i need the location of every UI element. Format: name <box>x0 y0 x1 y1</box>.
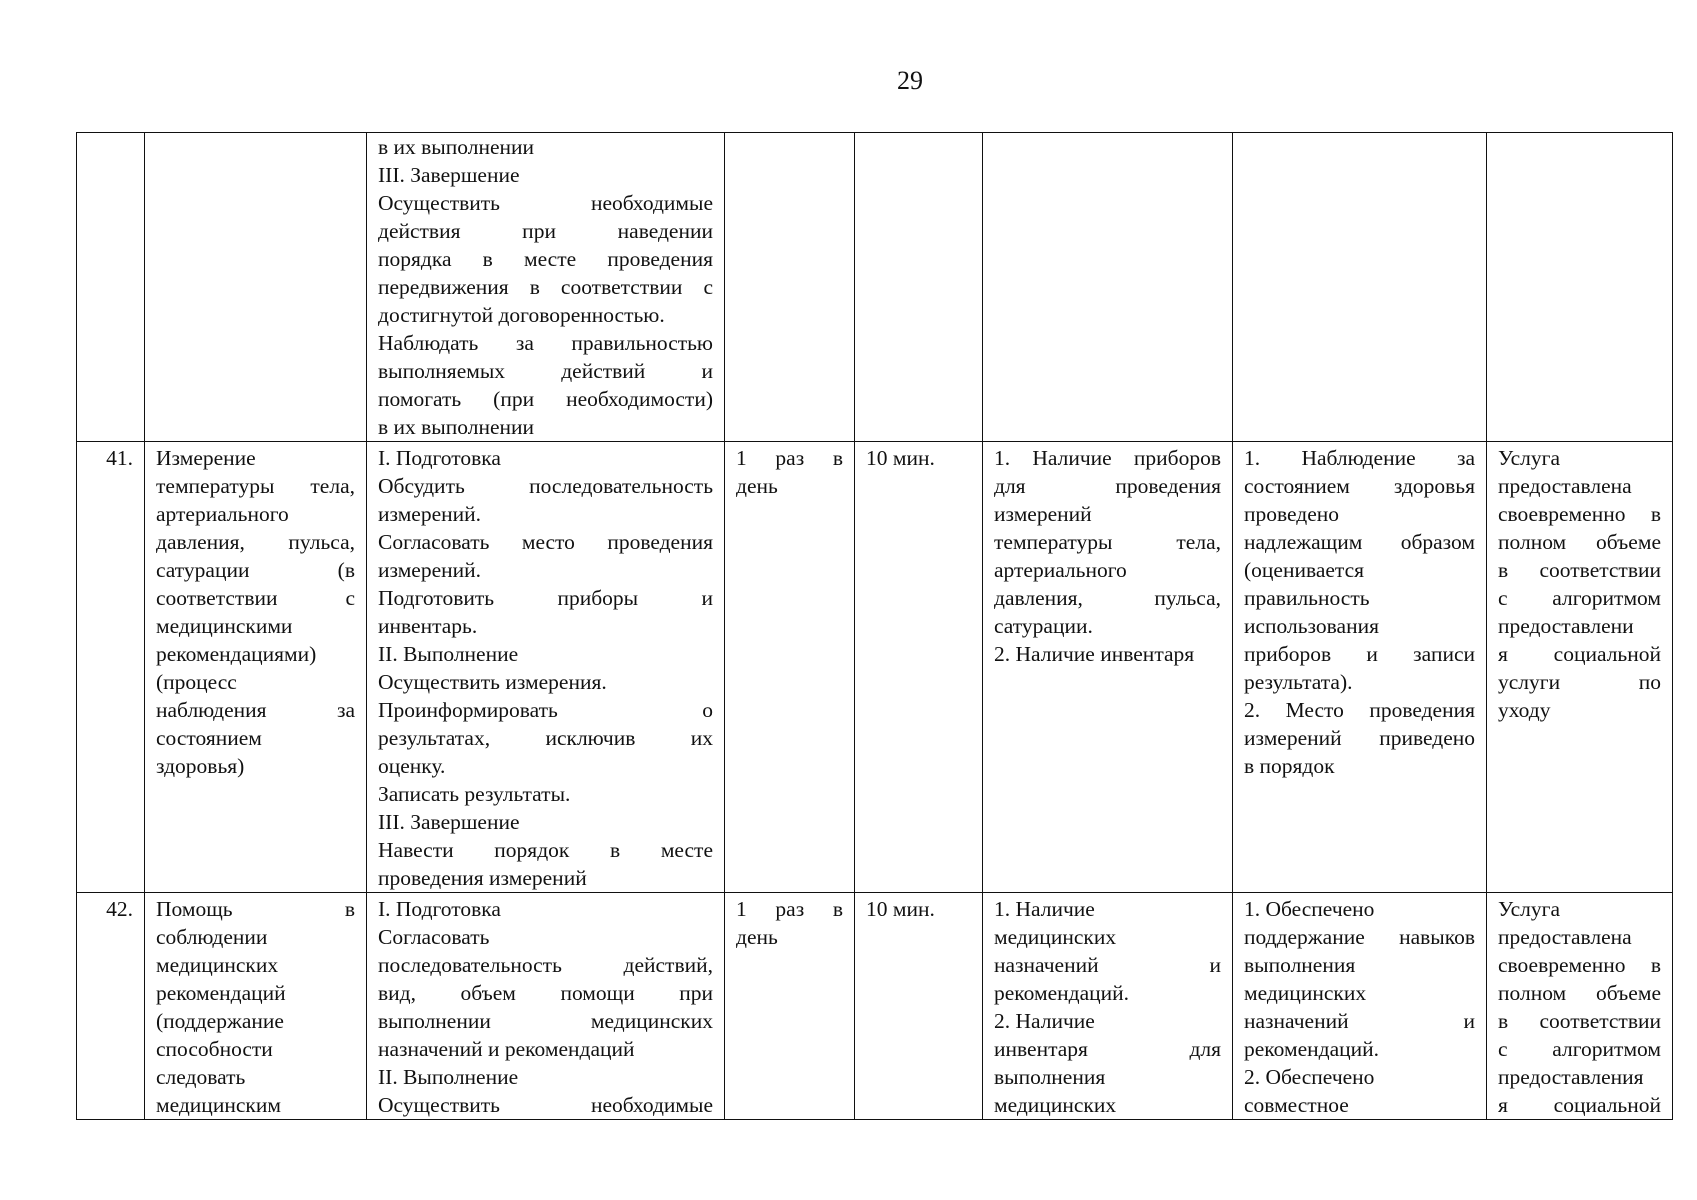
cell-text-line: Подготовить приборы и <box>378 586 713 610</box>
cell-text-line: инвентаря для <box>994 1037 1221 1061</box>
cell-text-line: 1 раз в <box>736 897 843 921</box>
cell-text-line: проведено <box>1244 502 1340 526</box>
frequency-cell <box>725 442 855 893</box>
result-cell <box>1487 133 1673 442</box>
cell-text-line: в соответствии <box>1498 558 1661 582</box>
quality-indicators-cell <box>1233 133 1487 442</box>
cell-text-line: медицинских <box>994 1093 1117 1117</box>
procedure-cell <box>367 893 725 1120</box>
frequency-cell <box>725 133 855 442</box>
cell-text-line: следовать <box>156 1065 246 1089</box>
cell-text-line: использования <box>1244 614 1379 638</box>
cell-text-line: полном объеме <box>1498 530 1661 554</box>
cell-text-line: Осуществить измерения. <box>378 670 607 694</box>
cell-text-line: измерений <box>994 502 1092 526</box>
cell-text-line: Согласовать место проведения <box>378 530 713 554</box>
cell-text-line: способности <box>156 1037 273 1061</box>
cell-text-line: (поддержание <box>156 1009 284 1033</box>
cell-text-line: Осуществить необходимые <box>378 191 713 215</box>
table-row <box>77 893 1673 1120</box>
cell-text-line: выполнения <box>1244 953 1356 977</box>
cell-text-line: Услуга <box>1498 897 1561 921</box>
cell-text-line: с алгоритмом <box>1498 586 1661 610</box>
conditions-cell <box>983 442 1233 893</box>
cell-text-line: наблюдения за <box>156 698 355 722</box>
frequency-cell <box>725 893 855 1120</box>
procedure-cell <box>367 133 725 442</box>
cell-text-line: рекомендаций. <box>1244 1037 1380 1061</box>
cell-text-line: медицинских <box>994 925 1117 949</box>
row-number-cell <box>77 133 145 442</box>
cell-text-line: 1. Обеспечено <box>1244 897 1375 921</box>
cell-text-line: I. Подготовка <box>378 446 501 470</box>
cell-text-line: предоставления <box>1498 1065 1644 1089</box>
cell-text-line: Наблюдать за правильностью <box>378 331 713 355</box>
cell-text-line: день <box>736 925 778 949</box>
service-name-cell <box>145 442 367 893</box>
cell-text-line: Согласовать <box>378 925 490 949</box>
cell-text-line: 2. Обеспечено <box>1244 1065 1375 1089</box>
cell-text-line: достигнутой договоренностью. <box>378 303 665 327</box>
cell-text-line: 1. Наблюдение за <box>1244 446 1475 470</box>
cell-text-line: 2. Наличие инвентаря <box>994 642 1195 666</box>
cell-text-line: II. Выполнение <box>378 1065 519 1089</box>
cell-text-line: помогать (при необходимости) <box>378 387 713 411</box>
conditions-cell <box>983 893 1233 1120</box>
cell-text-line: сатурации (в <box>156 558 355 582</box>
cell-text-line: назначений и <box>994 953 1221 977</box>
cell-text-line: рекомендациями) <box>156 642 317 666</box>
cell-text-line: Услуга <box>1498 446 1561 470</box>
table-row <box>77 133 1673 442</box>
duration-cell <box>855 133 983 442</box>
cell-text-line: II. Выполнение <box>378 642 519 666</box>
cell-text-line: (оценивается <box>1244 558 1365 582</box>
table-row <box>77 442 1673 893</box>
cell-text-line: порядка в месте проведения <box>378 247 713 271</box>
cell-text-line: передвижения в соответствии с <box>378 275 713 299</box>
cell-text-line: назначений и <box>1244 1009 1475 1033</box>
cell-text-line: уходу <box>1498 698 1551 722</box>
result-cell <box>1487 442 1673 893</box>
page-number: 29 <box>897 66 923 95</box>
cell-text-line: вид, объем помощи при <box>378 981 713 1005</box>
cell-text-line: в их выполнении <box>378 135 535 159</box>
cell-text-line: 2. Место проведения <box>1244 698 1475 722</box>
cell-text-line: оценку. <box>378 754 446 778</box>
cell-text-line: приборов и записи <box>1244 642 1475 666</box>
conditions-cell <box>983 133 1233 442</box>
duration-cell: 10 мин. <box>855 893 983 1120</box>
cell-text-line: Обсудить последовательность <box>378 474 713 498</box>
cell-text-line: давления, пульса, <box>994 586 1221 610</box>
cell-text-line: предоставлена <box>1498 474 1632 498</box>
cell-text-line: выполнении медицинских <box>378 1009 713 1033</box>
cell-text-line: правильность <box>1244 586 1370 610</box>
cell-text-line: температуры тела, <box>156 474 355 498</box>
cell-text-line: температуры тела, <box>994 530 1221 554</box>
service-name-cell <box>145 893 367 1120</box>
cell-text-line: для проведения <box>994 474 1221 498</box>
cell-text-line: измерений приведено <box>1244 726 1475 750</box>
cell-text-line: назначений и рекомендаций <box>378 1037 635 1061</box>
cell-text-line: медицинских <box>156 953 279 977</box>
cell-text-line: действия при наведении <box>378 219 713 243</box>
procedure-cell <box>367 442 725 893</box>
cell-text-line: состоянием здоровья <box>1244 474 1475 498</box>
cell-text-line: сатурации. <box>994 614 1093 638</box>
cell-text-line: рекомендаций <box>156 981 286 1005</box>
cell-text-line: выполняемых действий и <box>378 359 713 383</box>
services-table <box>76 132 1673 1120</box>
cell-text-line: медицинскими <box>156 614 293 638</box>
cell-text-line: измерений. <box>378 558 482 582</box>
cell-text-line: своевременно в <box>1498 502 1661 526</box>
service-name-cell <box>145 133 367 442</box>
cell-text-line: Измерение <box>156 446 256 470</box>
cell-text-line: результата). <box>1244 670 1353 694</box>
cell-text-line: 1. Наличие <box>994 897 1095 921</box>
cell-text-line: III. Завершение <box>378 810 520 834</box>
cell-text-line: полном объеме <box>1498 981 1661 1005</box>
cell-text-line: III. Завершение <box>378 163 520 187</box>
quality-indicators-cell <box>1233 442 1487 893</box>
cell-text-line: 2. Наличие <box>994 1009 1095 1033</box>
cell-text-line: выполнения <box>994 1065 1106 1089</box>
cell-text-line: в порядок <box>1244 754 1335 778</box>
result-cell <box>1487 893 1673 1120</box>
cell-text-line: поддержание навыков <box>1244 925 1475 949</box>
cell-text-line: с алгоритмом <box>1498 1037 1661 1061</box>
cell-text-line: I. Подготовка <box>378 897 501 921</box>
cell-text-line: я социальной <box>1498 1093 1661 1117</box>
cell-text-line: 1 раз в <box>736 446 843 470</box>
cell-text-line: результатах, исключив их <box>378 726 713 750</box>
cell-text-line: измерений. <box>378 502 482 526</box>
cell-text-line: Навести порядок в месте <box>378 838 713 862</box>
cell-text-line: день <box>736 474 778 498</box>
duration-cell: 10 мин. <box>855 442 983 893</box>
cell-text-line: Записать результаты. <box>378 782 571 806</box>
cell-text-line: артериального <box>156 502 289 526</box>
cell-text-line: услуги по <box>1498 670 1661 694</box>
cell-text-line: состоянием <box>156 726 262 750</box>
cell-text-line: предоставлена <box>1498 925 1632 949</box>
cell-text-line: артериального <box>994 558 1127 582</box>
row-number-cell: 41. <box>77 442 145 893</box>
cell-text-line: медицинских <box>1244 981 1367 1005</box>
cell-text-line: давления, пульса, <box>156 530 355 554</box>
cell-text-line: (процесс <box>156 670 237 694</box>
cell-text-line: надлежащим образом <box>1244 530 1475 554</box>
cell-text-line: 1. Наличие приборов <box>994 446 1221 470</box>
cell-text-line: рекомендаций. <box>994 981 1130 1005</box>
cell-text-line: Помощь в <box>156 897 355 921</box>
cell-text-line: в соответствии <box>1498 1009 1661 1033</box>
cell-text-line: своевременно в <box>1498 953 1661 977</box>
cell-text-line: соблюдении <box>156 925 268 949</box>
cell-text-line: последовательность действий, <box>378 953 713 977</box>
row-number-cell: 42. <box>77 893 145 1120</box>
cell-text-line: инвентарь. <box>378 614 478 638</box>
cell-text-line: в их выполнении <box>378 415 535 439</box>
cell-text-line: соответствии с <box>156 586 355 610</box>
cell-text-line: проведения измерений <box>378 866 587 890</box>
cell-text-line: здоровья) <box>156 754 245 778</box>
cell-text-line: я социальной <box>1498 642 1661 666</box>
quality-indicators-cell <box>1233 893 1487 1120</box>
cell-text-line: Проинформировать о <box>378 698 713 722</box>
cell-text-line: медицинским <box>156 1093 281 1117</box>
cell-text-line: совместное <box>1244 1093 1349 1117</box>
cell-text-line: предоставлени <box>1498 614 1634 638</box>
cell-text-line: Осуществить необходимые <box>378 1093 713 1117</box>
